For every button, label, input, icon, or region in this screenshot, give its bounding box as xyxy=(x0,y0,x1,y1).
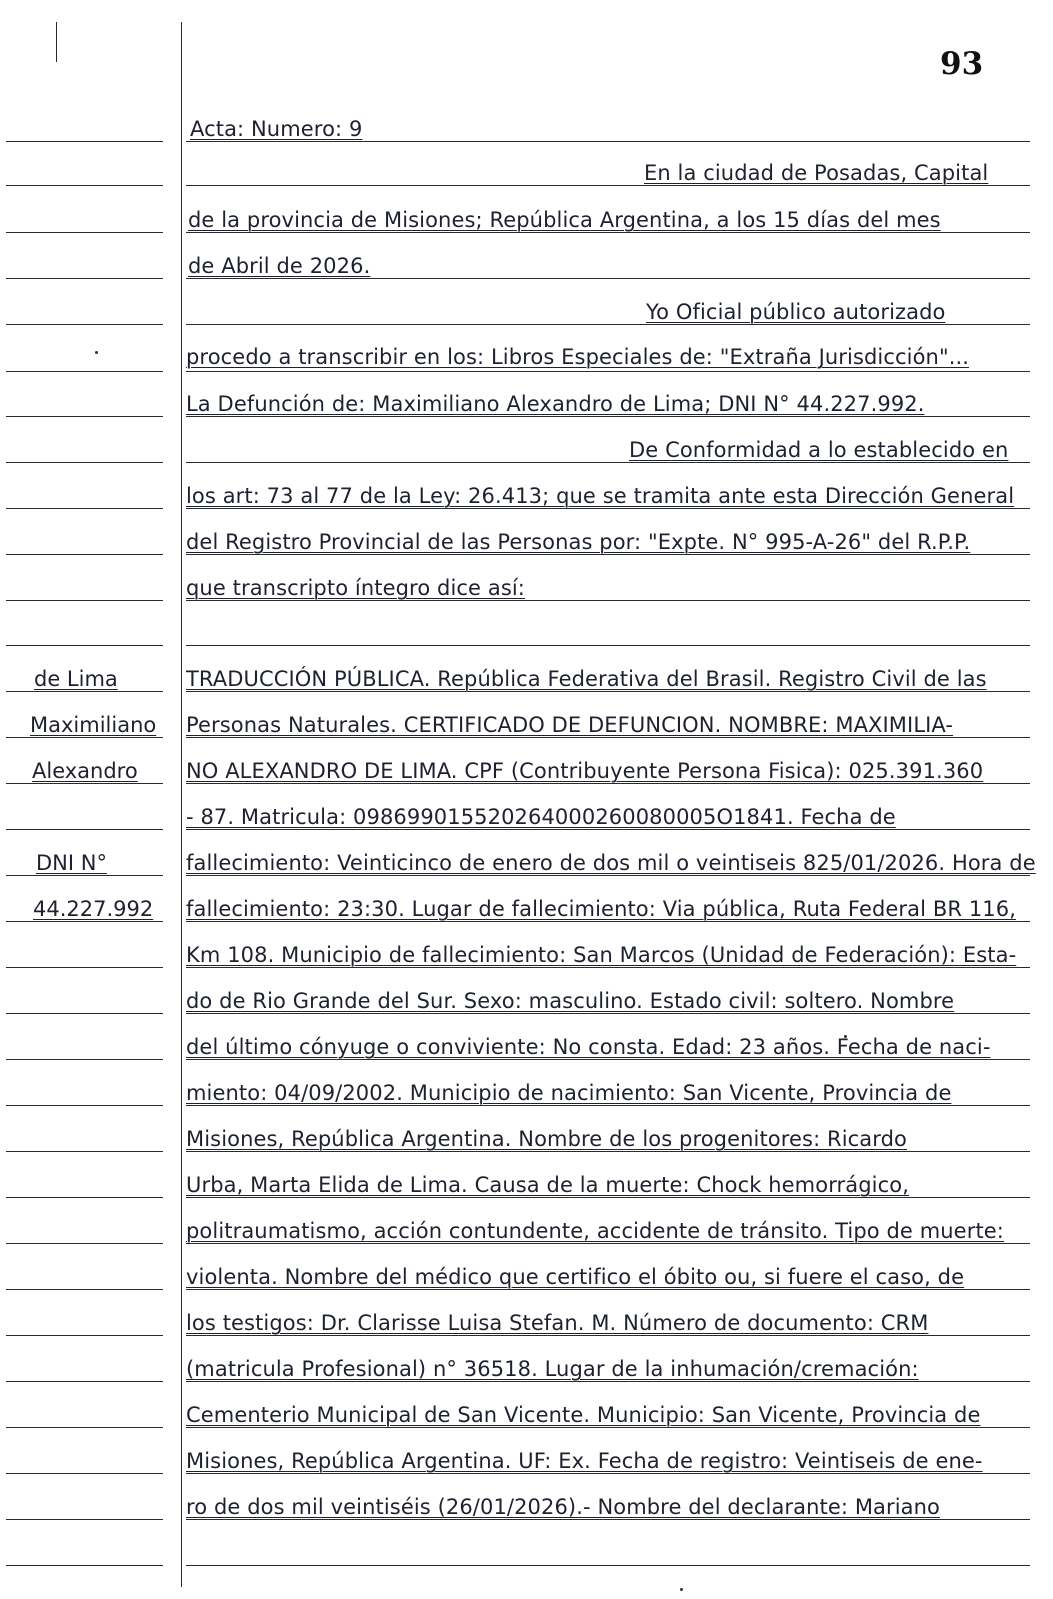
certificate-line: Misiones, República Argentina. UF: Ex. Fecha de registro: Veintiseis de ene- xyxy=(186,1449,983,1473)
margin-first-name: Maximiliano xyxy=(30,713,157,737)
ruled-line xyxy=(6,1565,163,1566)
certificate-line: Cementerio Municipal de San Vicente. Municipio: San Vicente, Provincia de xyxy=(186,1403,981,1427)
ruled-line xyxy=(186,1565,1030,1566)
margin-divider xyxy=(181,22,182,1587)
ruled-line xyxy=(6,600,163,601)
certificate-line: Urba, Marta Elida de Lima. Causa de la muerte: Chock hemorrágico, xyxy=(186,1173,909,1197)
ruled-line xyxy=(6,829,163,830)
ink-dot xyxy=(680,1588,683,1591)
ruled-line xyxy=(186,371,1030,372)
certificate-line: ro de dos mil veintiséis (26/01/2026).- Nombre del declarante: Mariano xyxy=(186,1495,941,1519)
ruled-line xyxy=(6,232,163,233)
ruled-line xyxy=(6,1013,163,1014)
ruled-line xyxy=(6,1335,163,1336)
registry-line: del Registro Provincial de las Personas por: "Expte. N° 995-A-26" del R.P.P. xyxy=(186,530,971,554)
ruled-line xyxy=(186,645,1030,646)
ruled-line xyxy=(6,1427,163,1428)
ruled-line xyxy=(6,324,163,325)
margin-surname: de Lima xyxy=(34,667,118,691)
province-line: de la provincia de Misiones; República Argentina, a los 15 días del mes xyxy=(188,208,941,232)
certificate-line: fallecimiento: Veinticinco de enero de dos mil o veintiseis 825/01/2026. Hora de xyxy=(186,851,1036,875)
date-line: de Abril de 2026. xyxy=(188,254,371,278)
certificate-line: del último cónyuge o conviviente: No consta. Edad: 23 años. Fecha de naci- xyxy=(186,1035,991,1059)
ruled-line xyxy=(6,1381,163,1382)
ruled-line xyxy=(6,371,163,372)
margin-dni-number: 44.227.992 xyxy=(33,897,154,921)
ruled-line xyxy=(6,462,163,463)
page-number: 93 xyxy=(940,46,984,82)
ruled-line xyxy=(6,1151,163,1152)
conformity-line: De Conformidad a lo establecido en xyxy=(629,438,1009,462)
margin-dni-label: DNI N° xyxy=(36,851,107,875)
certificate-line: fallecimiento: 23:30. Lugar de fallecimiento: Via pública, Ruta Federal BR 116, xyxy=(186,897,1016,921)
certificate-line: (matricula Profesional) n° 36518. Lugar de la inhumación/cremación: xyxy=(186,1357,919,1381)
certificate-line: Km 108. Municipio de fallecimiento: San Marcos (Unidad de Federación): Esta- xyxy=(186,943,1017,967)
ruled-line xyxy=(6,1289,163,1290)
certificate-line: politraumatismo, acción contundente, accidente de tránsito. Tipo de muerte: xyxy=(186,1219,1004,1243)
ink-dot xyxy=(95,351,98,354)
certificate-line: TRADUCCIÓN PÚBLICA. República Federativa del Brasil. Registro Civil de las xyxy=(186,667,987,691)
law-line: los art: 73 al 77 de la Ley: 26.413; que se tramita ante esta Dirección General xyxy=(186,484,1015,508)
certificate-line: NO ALEXANDRO DE LIMA. CPF (Contribuyente Persona Fisica): 025.391.360 xyxy=(186,759,984,783)
transcription-line: procedo a transcribir en los: Libros Especiales de: "Extraña Jurisdicción"... xyxy=(186,345,970,369)
ruled-line xyxy=(6,185,163,186)
certificate-line: do de Rio Grande del Sur. Sexo: masculino. Estado civil: soltero. Nombre xyxy=(186,989,955,1013)
certificate-line: - 87. Matricula: 098699015520264000260080005O1841. Fecha de xyxy=(186,805,896,829)
ruled-line xyxy=(6,554,163,555)
city-line: En la ciudad de Posadas, Capital xyxy=(644,161,989,185)
ruled-line xyxy=(6,1519,163,1520)
certificate-line: Personas Naturales. CERTIFICADO DE DEFUNCION. NOMBRE: MAXIMILIA- xyxy=(186,713,954,737)
ruled-line xyxy=(6,967,163,968)
ruled-line xyxy=(6,416,163,417)
certificate-line: miento: 04/09/2002. Municipio de nacimiento: San Vicente, Provincia de xyxy=(186,1081,952,1105)
margin-second-name: Alexandro xyxy=(32,759,138,783)
certificate-line: violenta. Nombre del médico que certifico el óbito ou, si fuere el caso, de xyxy=(186,1265,965,1289)
act-number-line: Acta: Numero: 9 xyxy=(190,117,363,141)
ruled-line xyxy=(6,1473,163,1474)
ruled-line xyxy=(6,141,163,142)
binding-tick xyxy=(56,22,57,62)
ruled-line xyxy=(6,508,163,509)
certificate-line: Misiones, República Argentina. Nombre de los progenitores: Ricardo xyxy=(186,1127,908,1151)
certificate-line: los testigos: Dr. Clarisse Luisa Stefan. M. Número de documento: CRM xyxy=(186,1311,929,1335)
ruled-line xyxy=(6,278,163,279)
ruled-line xyxy=(6,1197,163,1198)
ruled-line xyxy=(6,1059,163,1060)
decedent-line: La Defunción de: Maximiliano Alexandro de Lima; DNI N° 44.227.992. xyxy=(186,392,925,416)
ruled-line xyxy=(6,1243,163,1244)
ruled-line xyxy=(6,645,163,646)
transcript-intro-line: que transcripto íntegro dice así: xyxy=(186,576,525,600)
ruled-line xyxy=(6,1105,163,1106)
official-line: Yo Oficial público autorizado xyxy=(646,300,946,324)
